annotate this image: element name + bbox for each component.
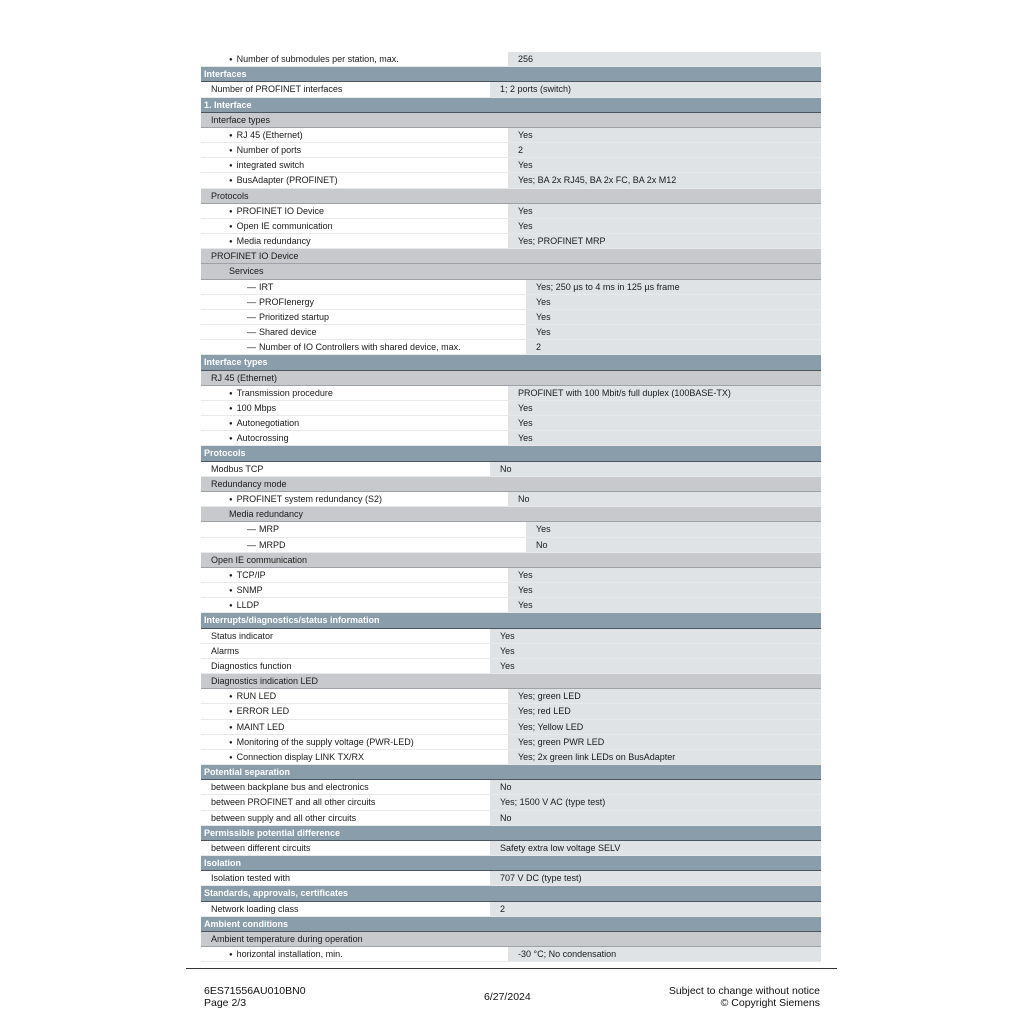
spec-row: [201, 340, 821, 355]
row-label-text: — PROFIenergy: [247, 297, 314, 307]
row-label-text: ● PROFINET system redundancy (S2): [229, 494, 382, 504]
spec-row: [201, 720, 821, 735]
spec-row: [201, 629, 821, 644]
row-label-text: ● horizontal installation, min.: [229, 949, 343, 959]
row-label-text: ● Transmission procedure: [229, 388, 333, 398]
row-label: [201, 355, 483, 369]
row-label-text: Permissible potential difference: [204, 827, 341, 838]
row-label-text: Isolation tested with: [211, 873, 291, 884]
row-label: [201, 811, 490, 825]
row-label-text: ● Autonegotiation: [229, 418, 299, 428]
row-label: [201, 674, 490, 688]
row-label: [201, 780, 490, 794]
group-header: [201, 371, 821, 386]
row-label: [201, 735, 508, 749]
row-label-text: — MRP: [247, 524, 279, 534]
spec-row: [201, 82, 821, 97]
datasheet-table: [201, 52, 821, 962]
spec-row: [201, 492, 821, 507]
row-label-text: ● TCP/IP: [229, 570, 266, 580]
row-value: [483, 613, 821, 627]
row-value: Yes; green PWR LED: [508, 735, 821, 749]
spec-row: [201, 416, 821, 431]
row-label: [201, 82, 490, 96]
row-label-text: Status indicator: [211, 630, 274, 641]
row-label: [201, 856, 483, 870]
row-label-text: ● BusAdapter (PROFINET): [229, 175, 338, 185]
row-label: [201, 492, 508, 506]
row-value: Yes: [490, 644, 821, 658]
spec-row: [201, 234, 821, 249]
row-value: 707 V DC (type test): [490, 871, 821, 885]
row-label-text: ● Media redundancy: [229, 236, 311, 246]
row-label-text: Ambient temperature during operation: [211, 933, 363, 944]
row-label-text: ● Autocrossing: [229, 433, 289, 443]
section-header: [201, 98, 821, 113]
row-label-text: ● PROFINET IO Device: [229, 206, 324, 216]
row-label: [201, 264, 508, 278]
row-value: Yes: [526, 325, 821, 339]
row-label: [201, 477, 490, 491]
row-value: Yes: [508, 204, 821, 218]
section-header: [201, 446, 821, 461]
spec-row: [201, 871, 821, 886]
row-label-text: ● SNMP: [229, 585, 263, 595]
row-label: [201, 553, 490, 567]
section-header: [201, 613, 821, 628]
row-label: [201, 431, 508, 445]
row-label: [201, 765, 483, 779]
row-value: [483, 856, 821, 870]
row-value: 2: [490, 902, 821, 916]
spec-row: [201, 750, 821, 765]
row-value: [483, 355, 821, 369]
row-label: [201, 143, 508, 157]
row-label-text: Potential separation: [204, 767, 291, 778]
row-value: No: [490, 780, 821, 794]
row-value: Yes: [508, 568, 821, 582]
spec-row: [201, 143, 821, 158]
row-value: 2: [508, 143, 821, 157]
row-value: Yes: [508, 598, 821, 612]
row-value: [490, 553, 821, 567]
row-label: [201, 871, 490, 885]
row-label: [201, 886, 483, 900]
row-label-text: ● MAINT LED: [229, 722, 284, 732]
spec-row: [201, 522, 821, 537]
row-label-text: — IRT: [247, 282, 273, 292]
row-label: [201, 416, 508, 430]
row-label: [201, 613, 483, 627]
row-value: Yes; Yellow LED: [508, 720, 821, 734]
row-label-text: Interrupts/diagnostics/status information: [204, 615, 380, 626]
row-label-text: Protocols: [204, 448, 246, 459]
row-value: Safety extra low voltage SELV: [490, 841, 821, 855]
row-value: [483, 98, 821, 112]
row-label: [201, 902, 490, 916]
row-label: [201, 932, 490, 946]
row-label: [201, 386, 508, 400]
row-value: Yes: [508, 401, 821, 415]
row-label-text: Interfaces: [204, 69, 247, 80]
row-value: Yes: [490, 659, 821, 673]
spec-row: [201, 811, 821, 826]
spec-row: [201, 431, 821, 446]
group-header: [201, 507, 821, 522]
row-label: [201, 462, 490, 476]
row-label: [201, 917, 483, 931]
spec-row: [201, 583, 821, 598]
row-label-text: ● integrated switch: [229, 160, 304, 170]
row-label: [201, 507, 508, 521]
row-value: Yes; BA 2x RJ45, BA 2x FC, BA 2x M12: [508, 173, 821, 187]
spec-row: [201, 704, 821, 719]
row-label: [201, 659, 490, 673]
group-header: [201, 553, 821, 568]
row-label: [201, 158, 508, 172]
row-value: No: [490, 462, 821, 476]
section-header: [201, 826, 821, 841]
row-label: [201, 204, 508, 218]
row-value: Yes; 250 µs to 4 ms in 125 µs frame: [526, 280, 821, 294]
row-label: [201, 98, 483, 112]
row-value: Yes: [508, 158, 821, 172]
section-header: [201, 765, 821, 780]
row-label-text: ● RUN LED: [229, 691, 276, 701]
row-label-text: ● Open IE communication: [229, 221, 333, 231]
row-label-text: between supply and all other circuits: [211, 812, 357, 823]
spec-row: [201, 902, 821, 917]
footer-right: [669, 985, 820, 1009]
row-value: [490, 189, 821, 203]
row-value: [483, 765, 821, 779]
row-label: [201, 522, 526, 536]
spec-row: [201, 310, 821, 325]
row-label: [201, 446, 483, 460]
spec-row: [201, 568, 821, 583]
spec-row: [201, 841, 821, 856]
row-value: Yes; 1500 V AC (type test): [490, 795, 821, 809]
row-label-text: — Number of IO Controllers with shared device, max.: [247, 342, 461, 352]
spec-row: [201, 598, 821, 613]
spec-row: [201, 325, 821, 340]
row-value: Yes: [508, 219, 821, 233]
spec-row: [201, 780, 821, 795]
spec-row: [201, 52, 821, 67]
spec-row: [201, 401, 821, 416]
row-value: Yes; 2x green link LEDs on BusAdapter: [508, 750, 821, 764]
row-label: [201, 52, 508, 66]
row-label-text: between PROFINET and all other circuits: [211, 797, 376, 808]
row-label: [201, 189, 490, 203]
row-value: [490, 477, 821, 491]
spec-row: [201, 204, 821, 219]
section-header: [201, 856, 821, 871]
row-label: [201, 538, 526, 552]
row-label: [201, 689, 508, 703]
row-label: [201, 598, 508, 612]
footer-left: [204, 985, 306, 1009]
spec-row: [201, 735, 821, 750]
row-value: No: [508, 492, 821, 506]
row-value: 2: [526, 340, 821, 354]
group-header: [201, 264, 821, 279]
row-label-text: Standards, approvals, certificates: [204, 888, 349, 899]
spec-row: [201, 538, 821, 553]
spec-row: [201, 462, 821, 477]
row-label: [201, 340, 526, 354]
spec-row: [201, 173, 821, 188]
spec-row: [201, 947, 821, 962]
section-header: [201, 67, 821, 82]
row-label-text: 1. Interface: [204, 99, 252, 110]
change-notice: Subject to change without notice: [668, 985, 820, 997]
row-value: Yes: [526, 310, 821, 324]
row-label-text: — Prioritized startup: [247, 312, 329, 322]
row-value: Yes: [490, 629, 821, 643]
row-value: No: [526, 538, 821, 552]
row-label-text: ● Number of submodules per station, max.: [229, 54, 399, 64]
group-header: [201, 477, 821, 492]
row-value: PROFINET with 100 Mbit/s full duplex (100BASE-TX): [508, 386, 821, 400]
copyright: © Copyright Siemens: [720, 997, 820, 1009]
row-label: [201, 295, 526, 309]
row-label: [201, 128, 508, 142]
row-value: [483, 886, 821, 900]
row-label-text: Protocols: [211, 190, 249, 201]
row-value: [508, 507, 821, 521]
row-value: Yes: [508, 431, 821, 445]
footer-date: 6/27/2024: [484, 991, 531, 1003]
section-header: [201, 355, 821, 370]
row-value: [483, 917, 821, 931]
row-value: Yes; red LED: [508, 704, 821, 718]
row-value: [490, 113, 821, 127]
row-label: [201, 750, 508, 764]
row-label-text: Modbus TCP: [211, 463, 264, 474]
group-header: [201, 932, 821, 947]
row-label: [201, 583, 508, 597]
group-header: [201, 674, 821, 689]
row-label: [201, 644, 490, 658]
row-value: Yes: [508, 416, 821, 430]
row-value: -30 °C; No condensation: [508, 947, 821, 961]
row-label-text: ● Number of ports: [229, 145, 301, 155]
row-label: [201, 401, 508, 415]
spec-row: [201, 295, 821, 310]
row-label-text: Ambient conditions: [204, 918, 288, 929]
row-label: [201, 234, 508, 248]
page-number: Page 2/3: [204, 997, 247, 1009]
row-value: [490, 249, 821, 263]
row-label-text: ● ERROR LED: [229, 706, 289, 716]
row-value: Yes; PROFINET MRP: [508, 234, 821, 248]
row-label: [201, 280, 526, 294]
spec-row: [201, 795, 821, 810]
row-label-text: Interface types: [204, 357, 268, 368]
row-label: [201, 720, 508, 734]
group-header: [201, 113, 821, 128]
row-label: [201, 371, 490, 385]
row-value: 256: [508, 52, 821, 66]
row-label: [201, 568, 508, 582]
row-label: [201, 67, 483, 81]
row-label-text: Media redundancy: [229, 509, 304, 520]
footer-divider: [186, 968, 837, 969]
row-label: [201, 841, 490, 855]
row-value: Yes: [526, 522, 821, 536]
row-value: Yes: [508, 128, 821, 142]
row-label-text: Diagnostics indication LED: [211, 676, 319, 687]
row-value: 1; 2 ports (switch): [490, 82, 821, 96]
spec-row: [201, 386, 821, 401]
row-value: [490, 674, 821, 688]
row-label-text: Interface types: [211, 114, 271, 125]
row-label: [201, 947, 508, 961]
group-header: [201, 189, 821, 204]
row-label-text: Open IE communication: [211, 554, 308, 565]
row-value: [490, 932, 821, 946]
row-label: [201, 173, 508, 187]
row-label: [201, 704, 508, 718]
spec-row: [201, 158, 821, 173]
row-label-text: ● Monitoring of the supply voltage (PWR-LED): [229, 737, 414, 747]
section-header: [201, 886, 821, 901]
row-value: [483, 826, 821, 840]
row-value: No: [490, 811, 821, 825]
row-label-text: — MRPD: [247, 540, 286, 550]
article-number: 6ES71556AU010BN0: [204, 985, 306, 997]
spec-row: [201, 128, 821, 143]
row-label-text: Services: [229, 266, 264, 277]
row-value: Yes; green LED: [508, 689, 821, 703]
row-value: [508, 264, 821, 278]
row-label-text: ● RJ 45 (Ethernet): [229, 130, 303, 140]
spec-row: [201, 644, 821, 659]
row-label-text: between different circuits: [211, 842, 311, 853]
row-label-text: ● 100 Mbps: [229, 403, 276, 413]
row-value: [483, 446, 821, 460]
row-label: [201, 795, 490, 809]
row-label-text: — Shared device: [247, 327, 317, 337]
row-label-text: Alarms: [211, 645, 240, 656]
row-label: [201, 826, 483, 840]
row-label-text: ● Connection display LINK TX/RX: [229, 752, 364, 762]
row-label-text: Redundancy mode: [211, 478, 287, 489]
row-label: [201, 629, 490, 643]
spec-row: [201, 689, 821, 704]
spec-row: [201, 659, 821, 674]
row-value: [490, 371, 821, 385]
spec-row: [201, 219, 821, 234]
row-label: [201, 219, 508, 233]
row-value: Yes: [508, 583, 821, 597]
row-value: Yes: [526, 295, 821, 309]
row-value: [483, 67, 821, 81]
section-header: [201, 917, 821, 932]
row-label-text: Isolation: [204, 858, 242, 869]
row-label-text: Network loading class: [211, 903, 299, 914]
row-label-text: RJ 45 (Ethernet): [211, 372, 278, 383]
row-label: [201, 310, 526, 324]
group-header: [201, 249, 821, 264]
row-label-text: Number of PROFINET interfaces: [211, 84, 343, 95]
row-label-text: ● LLDP: [229, 600, 259, 610]
row-label: [201, 113, 490, 127]
row-label: [201, 249, 490, 263]
spec-row: [201, 280, 821, 295]
row-label-text: PROFINET IO Device: [211, 251, 299, 262]
row-label-text: between backplane bus and electronics: [211, 782, 369, 793]
row-label-text: Diagnostics function: [211, 660, 292, 671]
row-label: [201, 325, 526, 339]
